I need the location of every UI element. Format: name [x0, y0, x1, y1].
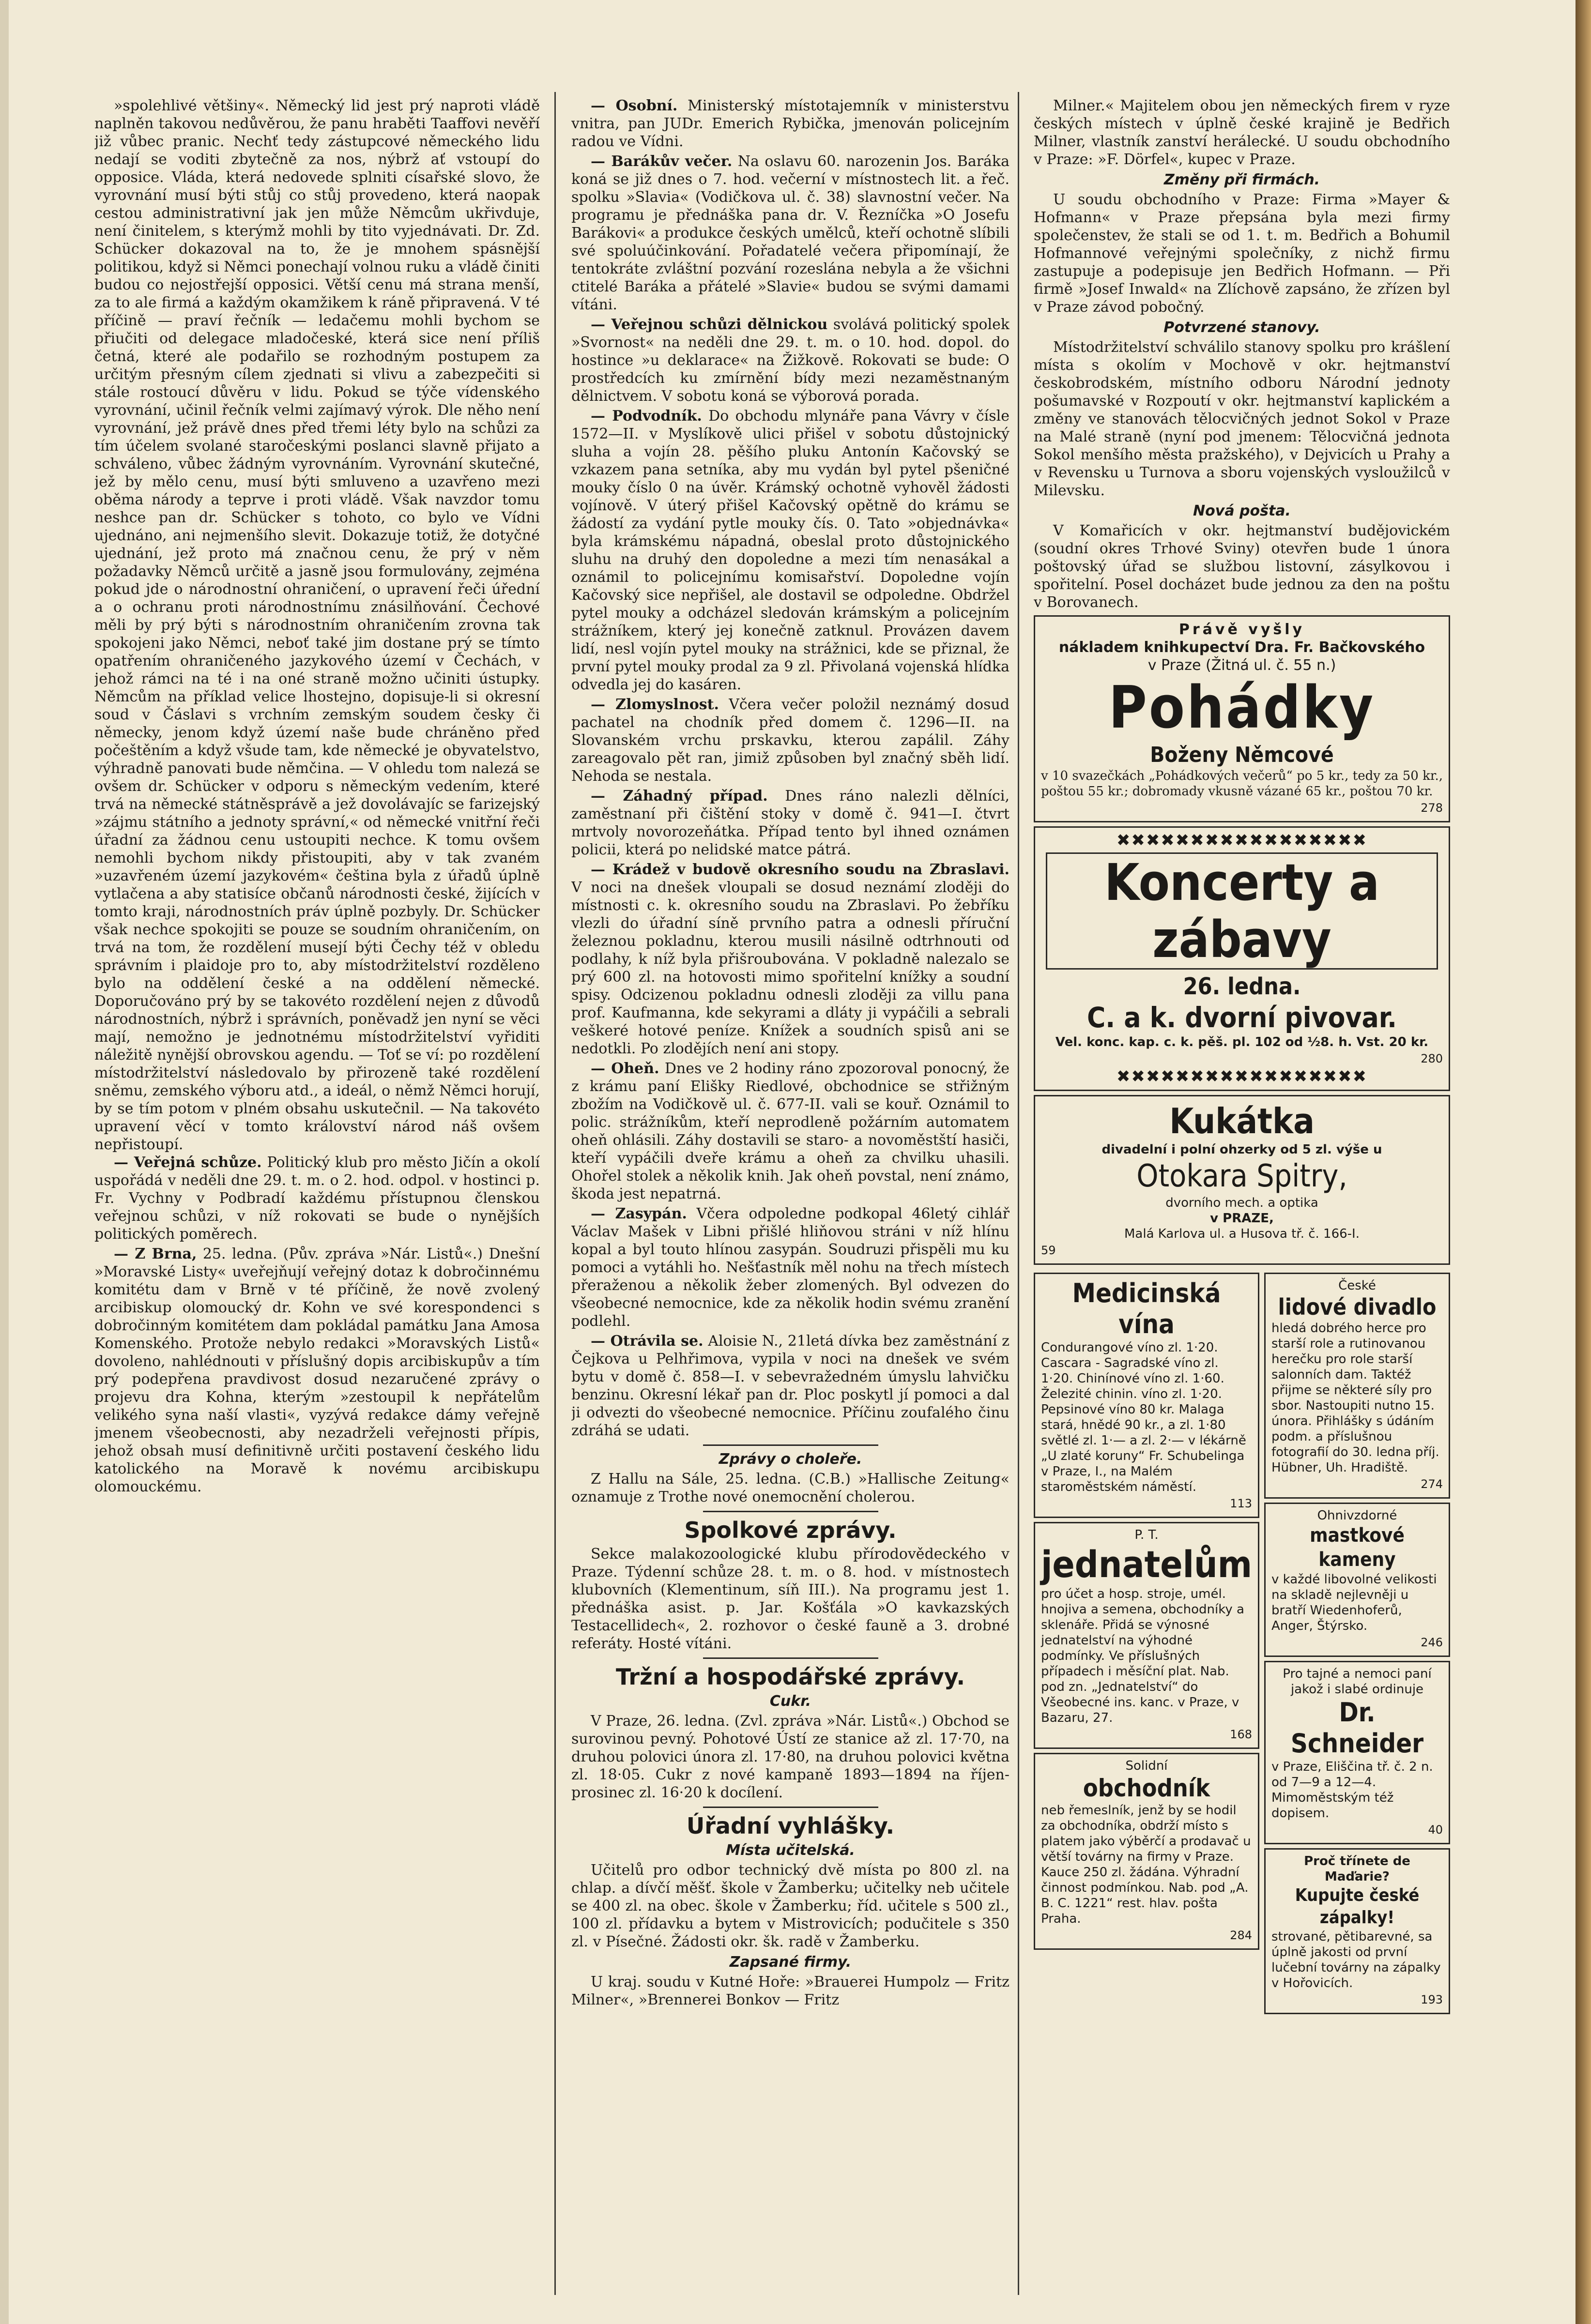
section-heading: Úřadní vyhlášky.: [686, 1813, 895, 1839]
section-heading: Tržní a hospodářské zprávy.: [616, 1664, 965, 1690]
column-right: [1034, 97, 1450, 2305]
ad-number: 113: [1230, 1497, 1252, 1510]
ad-line: Malá Karlova ul. a Husova tř. č. 166-I.: [1124, 1227, 1360, 1241]
advertisement-zapalky: [1264, 1848, 1450, 2014]
article-text: Učitelů pro odbor technický dvě místa po 800 zl. na chlap. a dívčí měšť. škole v Žamberku; učitelky neb učitele se 400 zl. na obec. škole v Žamberku; říd. učitele s 500 zl., 100 zl. přídavku a bytem v Mistrovicích; podučitele s 350 zl. v Písečné. Žádosti okr. šk. radě v Žamberku.: [571, 1862, 1010, 1950]
ad-grid: [1034, 1269, 1450, 2018]
ad-number: 168: [1230, 1728, 1252, 1741]
ad-body: Condurangové víno zl. 1·20. Cascara - Sagradské víno zl. 1·20. Chinínové víno zl. 1·60. Železité chinin. víno zl. 1·20. Pepsinové víno 80 kr. Malaga stará, hnědé 90 kr., a zl. 1·80 světlé zl. 1·— a zl. 2·— v lékárně „U zlaté koruny“ Fr. Schubelinga v Praze, I., na Malém staroměstském náměstí.: [1041, 1340, 1246, 1494]
news-item: [571, 1332, 1010, 1440]
news-item-lead: — Osobní.: [591, 97, 678, 114]
news-item: [571, 1060, 1010, 1203]
subheading: Zapsané firmy.: [729, 1954, 852, 1971]
ad-number: 193: [1421, 1993, 1443, 2006]
ad-firm: C. a k. dvorní pivovar.: [1086, 1001, 1397, 1034]
ad-body: v Praze, Eliščina tř. č. 2 n. od 7—9 a 12—4. Mimoměstským též dopisem.: [1271, 1760, 1433, 1821]
ad-number: 59: [1041, 1244, 1056, 1257]
article-text: Z Hallu na Sále, 25. ledna. (C.B.) »Hallische Zeitung« oznamuje z Trothe nové onemocnění cholerou.: [571, 1471, 1010, 1505]
ad-kicker: Právě vyšly: [1178, 621, 1305, 638]
news-item-text: V noci na dnešek vloupali se dosud neznámí zloději do místnosti c. k. okresního soudu na Zbraslavi. Po žebříku vlezli do úřadní síně prvního patra a odnesli příruční železnou pokladnu, kterou musili násilně odtrhnouti od podlahy, k níž byla přišroubována. V pokladně nalezalo se prý 600 zl. na hotovosti mimo spořitelní knížky a soudní spisy. Odcizenou pokladnu odnesli zloději za villu pana prof. Kaufmanna, kde sekyrami a dláty ji vypáčili a sebrali veškeré hotové peníze. Knížek a soudních spisů ani se nedotkli. Po zlodějích není ani stopy.: [571, 879, 1010, 1057]
ad-kicker: České: [1338, 1278, 1376, 1293]
news-item-text: 25. ledna. (Pův. zpráva »Nár. Listů«.) Dnešní »Moravské Listy« uveřejňují veřejný dotaz k dobročinnému komitétu dam v Brně v té příčině, že nově zvolený arcibiskup olomoucký dr. Kohn ve své korespondenci s dobročinným komitétem dam pokládal památku Jana Amosa Komenského. Protože nebylo redakci »Moravských Listů« dovoleno, nahlédnouti v příslušný dopis arcibiskupův a tím prý podepřena pravdivost dosud nezaručené zprávy o projevu dra Kohna, kterým »zestoupil k nepřátelům velikého syna naší vlasti«, vyzývá redakce dámy veřejně jmenem všeobecnosti, aby nezadrželi veřejnosti přípis, jehož obsah musí definitivně určiti postavení českého lidu katolického na Moravě k novému arcibiskupu olomouckému.: [94, 1246, 540, 1495]
news-item-lead: — Podvodník.: [591, 408, 702, 425]
subheading: Cukr.: [769, 1693, 811, 1710]
ad-title: Dr. Schneider: [1290, 1697, 1424, 1759]
ad-kicker: P. T.: [1134, 1528, 1159, 1542]
ad-body: v 10 svazečkách „Pohádkových večerů“ po 5 kr., tedy za 50 kr., poštou 55 kr.; dobromady vkusně vázané 65 kr., poštou 70 kr.: [1041, 769, 1443, 799]
advertisement-jednatelum: [1034, 1522, 1259, 1749]
ad-number: 40: [1428, 1823, 1443, 1837]
article-text: Místodržitelství schválilo stanovy spolku pro krášlení místa s okolím v Mochově v okr. hejtmanství českobrodském, místního odboru Národní jednoty pošumavské v Rozpoutí v okr. hejtmanství kaplickém a změny ve stanovách tělocvičných jednot Sokol v Praze na Malé straně (nyní pod jmenem: Tělocvičná jednota Sokol menšího města pražského), v Dejvicích u Prahy a v Revensku u Turnova a sboru vojenských vysloužilců v Milevsku.: [1034, 339, 1450, 499]
ad-title: obchodník: [1083, 1774, 1210, 1802]
ad-title: Pohádky: [1108, 674, 1376, 742]
news-item: [571, 787, 1010, 859]
news-item-lead: — Veřejnou schůzi dělnickou: [591, 316, 828, 333]
ad-body: neb řemeslník, jenž by se hodil za obchodníka, obdrží místo s platem jako výběrčí a prodavač u větší továrny na firmy v Praze. Kauce 250 zl. žádána. Výhradní činnost podmínkou. Nab. pod „A. B. C. 1221“ rest. hlav. pošta Praha.: [1041, 1803, 1251, 1926]
ad-kicker: Ohnivzdorné: [1317, 1508, 1397, 1523]
section-heading: Spolkové zprávy.: [684, 1517, 897, 1543]
ad-number: 246: [1421, 1636, 1443, 1649]
column-rule: [554, 92, 556, 2295]
news-item: [94, 1245, 540, 1496]
advertisement-koncerty: [1034, 826, 1450, 1091]
news-item-lead: — Zlomyslnost.: [591, 696, 719, 713]
ad-line: v PRAZE,: [1210, 1211, 1274, 1226]
news-item-lead: — Barákův večer.: [591, 153, 733, 170]
separator: [703, 1444, 878, 1446]
column-rule: [1018, 92, 1019, 2295]
ad-number: 278: [1421, 801, 1443, 815]
article-text: U kraj. soudu v Kutné Hoře: »Brauerei Humpolz — Fritz Milner«, »Brennerei Bonkov — Fritz: [571, 1974, 1010, 2008]
news-item: [571, 696, 1010, 785]
ad-line: Vel. konc. kap. c. k. pěš. pl. 102 od ½8. h. Vst. 20 kr.: [1055, 1035, 1429, 1049]
ad-kicker: Pro tajné a nemoci paní jakož i slabé ordinuje: [1283, 1667, 1432, 1697]
ad-border-pattern: ✖✖✖✖✖✖✖✖✖✖✖✖✖✖✖✖✖: [1116, 1068, 1368, 1086]
news-item-lead: — Krádež v budově okresního soudu na Zbraslavi.: [591, 861, 1010, 878]
advertisement-mastkove-kameny: [1264, 1503, 1450, 1657]
separator: [703, 1807, 878, 1808]
ad-place: v Praze (Žitná ul. č. 55 n.): [1147, 657, 1336, 674]
news-item-lead: — Zasypán.: [591, 1205, 687, 1222]
news-item: [571, 407, 1010, 694]
ad-kicker: Solidní: [1125, 1759, 1168, 1773]
article-text: »spolehlivé většiny«. Německý lid jest prý naproti vládě naplněn takovou nedůvěrou, že panu hraběti Taaffovi nevěří již vůbec pranic. Nechť tedy zástupcové německého lidu nedají se voditi zbytečně za nos, nýbrž ať vstoupí do opposice. Vláda, která nedovede splniti císařské slovo, že vyrovnání musí býti stůj co stůj provedeno, která naopak cestou administrativní jak jen může Němcům ukřivduje, není činitelem, s kterýmž mohli by tito vyjednávati. Dr. Zd. Schücker dokazoval na to, že je mnohem spásnější politikou, když si Němci ponechají volnou ruku a vládě činiti budou co nejostřejší opposici. Větší cenu má strana menší, za to ale firmá a každým okamžikem k ráně připravená. V té příčině — praví řečník — ledačemu mohli bychom se přiučiti od delegace mladočeské, která sice není příliš četná, které ale podařilo se rozhodným postupem za určitým přesným cílem zjednati si vlivu a zabezpečiti si stále rostoucí důvěru v lidu. Pokud se týče vídenského vyrovnání, učinil řečník velmi zajímavý výrok. Dle něho není vyrovnání, jež právě dnes před třemi léty bylo na schůzi za tím účelem svolané staročeskými poslanci slavně přijato a schváleno, vůbec žádným vyrovnáním. Vyrovnání skutečné, jež by mělo cenu, musí býti smluveno a uzavřeno mezi oběma národy a teprve i proti vládě. Však navzdor tomu neshce pan dr. Schücker s tohoto, co bylo ve Vídni ujednáno, ani nejmenšího slevit. Dokazuje totiž, že dotyčné ujednání, jež proto má značnou cenu, že prý v něm požadavky Němců určitě a jasně jsou formulovány, zejména pokud jde o národnostní ohraničení, o upravení řeči úřední a o ochranu proti národnostnímu znásilňování. Čechové měli by prý býti s národnostním ohraničením zrovna tak spokojeni jako Němci, neboť také jim dostane prý se tímto opatřením ohraničeného jazykového území v Čechách, v jehož rámci na té i na oné straně možno učiniti ústupky. Němcům na příklad velice lhostejno, dopisuje-li si okresní soud v Čáslavi s vrchním zemským soudem česky či německy, jenom když území naše bude chráněno před počeštěním a když všude tam, kde německé je obyvatelstvo, výhradně panovati bude němčina. — V ohledu tom nalezá se ovšem dr. Schücker v odporu s německým vedením, které trvá na německé státněsprávě a jež dovolávajíc se farizejský »zájmu státního a jednoty správní,« od německé vnitřní řeči úřadní za žádnou cenu ustoupiti nechce. K tomu ovšem nemohli bychom nikdy přistoupiti, aby v tak zvaném »uzavřeném území jazykovém« čeština byla z úřadů úplně vytlačena a aby statisíce občanů národnosti české, žijících v tomto kraji, národnostních práv úplně pozbyly. Dr. Schücker však nechce spokojiti se pouze se soudním ohraničením, on trvá na tom, že rozdělení musejí býti Čechy též v obledu správním i plaidoje pro to, aby místodržitelství rozděleno bylo na oddělení české a na oddělení německé. Doporučováno prý by se takovéto rozdělení nejen z důvodů národnostních, nýbrž i správních, poněvadž jen nyní se věci mají, nemožno je jednotnému místodržitelství vyřiditi náležitě nynější obrovskou agendu. — Toť se ví: po rozdělení místodržitelství následovalo by přirozeně také rozdělení sněmu, zemského výboru atd., a ideál, o němž Němci horují, by se tím potom v plném obsahu uskutečnil. — Na takovéto upravení věcí v tomto království národ náš ovšem nepřistoupí.: [94, 97, 540, 1153]
section-heading: Zprávy o choleře.: [719, 1451, 862, 1468]
news-item: [571, 316, 1010, 405]
separator: [703, 1511, 878, 1512]
news-item: [94, 1154, 540, 1243]
news-item-text: svolává politický spolek »Svornost« na neděli dne 29. t. m. o 10. hod. dopol. do hostince »u deklarace« na Žižkově. Rokovati se bude: O prostředcích ku zmírnění bídy mezi nezaměstnaným dělnictvem. V sobotu koná se výborová porada.: [571, 316, 1010, 405]
ad-body: strované, pětibarevné, sa úplně jakosti od první lučební továrny na zápalky v Hořovicích.: [1271, 1929, 1441, 1990]
news-item-text: Dnes ráno nalezli dělníci, zaměstnaní při čištění stoky v domě č. 941—I. čtvrt mrtvoly novorozeňátka. Případ tento byl ihned oznámen policii, která po nelidské matce pátrá.: [571, 788, 1010, 858]
ad-title: Kukátka: [1169, 1101, 1315, 1141]
news-item-lead: — Záhadný případ.: [591, 788, 768, 805]
article-text: Sekce malakozoologické klubu přírodovědeckého v Praze. Týdenní schůze 28. t. m. o 8. hod. v místnostech klubovních (Klementinum, síň III.). Na programu jest 1. přednáška asist. p. Jar. Košťála »O kavkazských Testacellidech«, 2. rozhovor o české fauně a 3. drobné referáty. Hosté vítáni.: [571, 1546, 1010, 1652]
news-item-text: Politický klub pro město Jičín a okolí uspořádá v neděli dne 29. t. m. o 2. hod. odpol. v hostinci p. Fr. Vychny v Podbradí každému přístupnou členskou veřejnou schůzi, v níž rokovati se bude o nynějších politických poměrech.: [94, 1154, 540, 1243]
news-item-text: Včera večer položil neznámý dosud pachatel na chodník před domem č. 1296—II. na Slovanském vrchu prskavku, kterou zapálil. Záhy zareagovalo pět ran, jimiž způsoben byl značný sběh lidí. Nehoda se nestala.: [571, 696, 1010, 785]
article-text: V Komařicích v okr. hejtmanství budějovickém (soudní okres Trhové Sviny) otevřen bude 1 února poštovský úřad se službou listovní, zásylkovou i spořitelní. Posel docházet bude jednou za den na poštu v Borovanech.: [1034, 522, 1450, 611]
news-item: [571, 1205, 1010, 1330]
article-text: U soudu obchodního v Praze: Firma »Mayer & Hofmann« v Praze přepsána byla mezi firmy společenstev, že stali se od 1. t. m. Bedřich a Bohumil Hofmannové veřejnými společníky, z nichž firmu zastupuje a podepisuje jen Bedřich Hofmann. — Při firmě »Josef Inwald« na Zlíchově zapsáno, že zřízen byl v Praze závod pobočný.: [1034, 191, 1450, 316]
ad-title: mastkové kameny: [1310, 1524, 1405, 1571]
binding-edge: [1576, 0, 1591, 2324]
news-item-text: Ministerský místotajemník v ministerstvu vnitra, pan JUDr. Emerich Rybička, jmenován policejním radou ve Vídni.: [571, 97, 1010, 150]
page-edge: [0, 0, 9, 2324]
ad-border-pattern: ✖✖✖✖✖✖✖✖✖✖✖✖✖✖✖✖✖: [1116, 832, 1368, 850]
column-left: [94, 97, 540, 2305]
subheading: Potvrzené stanovy.: [1163, 319, 1320, 336]
news-item-text: Dnes ve 2 hodiny ráno zpozoroval ponocný, že z krámu paní Elišky Riedlové, obchodnice se střižným zbožím na Vodičkově ul. č. 677-II. vali se kouř. Oznámil to polic. strážníkům, kteří neprodleně požárním automatem oheň ohlásili. Záhy dostavili se staro- a novoměstští hasiči, kteří vypáčili dveře krámu a oheň za chvilku uhasili. Ohořel stolek a několik knih. Jak oheň povstal, není známo, škoda jest nepatrná.: [571, 1060, 1010, 1202]
news-item-lead: — Oheň.: [591, 1060, 659, 1077]
news-item-lead: — Z Brna,: [114, 1246, 197, 1262]
ad-title: Koncerty a zábavy: [1046, 852, 1438, 970]
ad-body: v každé libovolné velikosti na skladě nejlevněji u bratří Wiedenhoferů, Anger, Štýrsko.: [1271, 1572, 1437, 1633]
news-item: [571, 152, 1010, 314]
subheading: Změny při firmách.: [1163, 171, 1320, 188]
ad-title: lidové divadlo: [1278, 1294, 1437, 1320]
advertisement-medicinska-vina: [1034, 1273, 1259, 1518]
news-item-text: Na oslavu 60. narozenin Jos. Baráka koná se již dnes o 7. hod. večerní v místnostech lit. a řeč. spolku »Slavia« (Vodičkova ul. č. 38) slavnostní večer. Na programu je přednáška pana dr. V. Řezníčka »O Josefu Barákovi« a produkce českých umělců, kteří ochotně slíbili své spoluúčinkování. Pořadatelé večera připomínají, že tentokráte zvláštní pozvání rozeslána nebyla a že všichni ctitelé Baráka a přátelé »Slavie« budou se svými damami vítáni.: [571, 153, 1010, 313]
ad-name: Otokara Spitry,: [1136, 1158, 1347, 1194]
news-item-lead: — Veřejná schůze.: [114, 1154, 262, 1171]
separator: [703, 1657, 878, 1659]
ad-number: 284: [1230, 1929, 1252, 1942]
news-item-lead: — Otrávila se.: [591, 1333, 704, 1350]
news-item-text: Aloisie N., 21letá dívka bez zaměstnání z Čejkova u Pelhřimova, vypila v noci na dnešek ve svém bytu v domě č. 858—I. v sebevražedném úmyslu lahvičku benzinu. Okresní lékař pan dr. Ploc poskytl jí pomoci a dal ji odvezti do všeobecné nemocnice. Příčinu zoufalého činu zdráhá se udati.: [571, 1333, 1010, 1439]
ad-line: divadelní i polní ohzerky od 5 zl. výše u: [1101, 1142, 1382, 1157]
article-text: V Praze, 26. ledna. (Zvl. zpráva »Nár. Listů«.) Obchod se surovinou pevný. Pohotové Ústí ze stanice až zl. 17·70, na druhou polovici února zl. 17·80, na druhou polovici května zl. 18·05. Cukr z nové kampaně 1893—1894 na říjen-prosinec zl. 16·20 k docílení.: [571, 1713, 1010, 1801]
ad-date: 26. ledna.: [1183, 973, 1301, 1000]
ad-title: jednatelům: [1041, 1543, 1252, 1586]
ad-kicker: Proč třínete de Maďarie?: [1304, 1854, 1410, 1884]
news-item: [571, 97, 1010, 151]
news-item-text: Včera odpoledne podkopal 46letý cihlář Václav Mašek v Libni přišlé hliňovou stráni v níž hlínu kopal a byl touto hlínou zasypán. Soudruzi přispěli mu ku pomoci a vytáhli ho. Nešťastník měl nohu na třech místech přeraženou a několik žeber zlomených. Byl odvezen do všeobecné nemocnice, kde za několik hodin svému zranění podlehl.: [571, 1205, 1010, 1330]
ad-number: 274: [1421, 1477, 1443, 1491]
ad-title: Kupujte české zápalky!: [1295, 1885, 1420, 1928]
ad-body: hledá dobrého herce pro starší role a rutinovanou herečku pro role starší salonních dam. Taktéž přijme se některé síly pro sbor. Nastoupiti nutno 15. února. Přihlášky s údáním podm. a příslušnou fotografií do 30. ledna příj. Hübner, Uh. Hradiště.: [1271, 1321, 1439, 1475]
ad-title: Medicinská vína: [1072, 1278, 1221, 1339]
advertisement-lidove-divadlo: [1264, 1273, 1450, 1499]
advertisement-pohadky: [1034, 615, 1450, 822]
ad-body: pro účet a hosp. stroje, umél. hnojiva a semena, obchodníky a sklenáře. Přidá se výnosné jednatelství na výhodné podmínky. Ve příslušných případech i měsíční plat. Nab. pod zn. „Jednatelství“ do Všeobecné ins. kanc. v Praze, v Bazaru, 27.: [1041, 1587, 1244, 1725]
advertisement-dr-schneider: [1264, 1661, 1450, 1844]
ad-publisher: nákladem knihkupectví Dra. Fr. Bačkovského: [1058, 639, 1425, 656]
ad-author: Boženy Němcové: [1150, 743, 1334, 767]
subheading: Místa učitelská.: [726, 1842, 855, 1859]
news-item: [571, 861, 1010, 1058]
article-text: Milner.« Majitelem obou jen německých firem v ryze českých místech v úplně české krajině je Bedřich Milner, vlastník zanství herálecké. U soudu obchodního v Praze: »F. Dörfel«, kupec v Praze.: [1034, 97, 1450, 168]
subheading: Nová pošta.: [1193, 502, 1291, 519]
ad-number: 280: [1421, 1052, 1443, 1065]
news-item-text: Do obchodu mlynáře pana Vávry v čísle 1572—II. v Myslíkově ulici přišel v sobotu důstojnický sluha a vojín 28. pěšího pluku Antonín Kačovský se vzkazem pana setníka, aby mu vydán byl pytel pšeničné mouky číslo 0 na úvěr. Krámský ochotně vyhověl žádosti vojínově. V úterý přišel Kačovský opětně do krámu se žádostí za vydání pytle mouky čís. 0. Tato »objednávka« byla krámskému nápadná, obeslal proto důstojnického sluhu na druhý den dopoledne a mezi tím nenasákal a oznámil to policejnímu komisařství. Dopoledne vojín Kačovský sice nepřišel, ale dostavil se odpoledne. Obdržel pytel mouky a odcházel sledován krámským a policejním strážníkem, který jej konečně zatknul. Provázen davem lidí, nesl vojín pytel mouky na strážnici, kde se přiznal, že první pytel mouky prodal za 9 zl. Přivolaná vojenská hlídka odvedla jej do kasáren.: [571, 408, 1010, 693]
ad-line: dvorního mech. a optika: [1165, 1196, 1318, 1210]
advertisement-obchodnik: [1034, 1753, 1259, 1950]
column-middle: [571, 97, 1010, 2305]
advertisement-kukatka: [1034, 1095, 1450, 1265]
